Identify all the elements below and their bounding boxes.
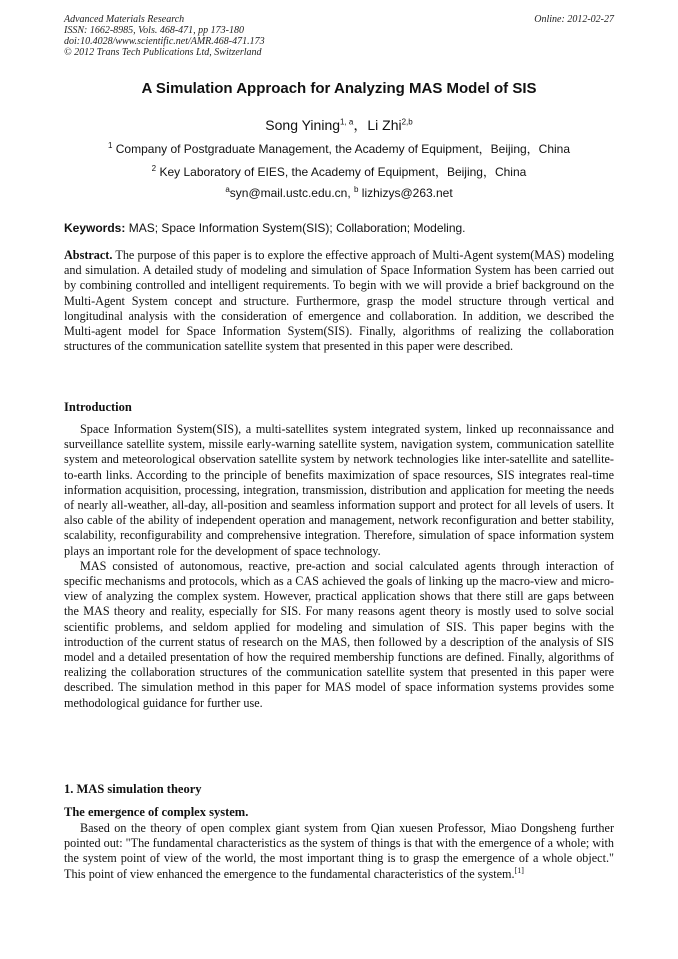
affiliation-1 [64,140,614,157]
author-2-sup: 2,b [401,117,413,127]
author-separator: ， [353,117,368,133]
section-1-heading: 1. MAS simulation theory [64,782,202,796]
online-date: Online: 2012-02-27 [534,14,614,25]
email-line [64,186,614,200]
abstract-label: Abstract. [64,248,113,262]
author-1: Song Yining [265,117,341,133]
intro-paragraph-1: Space Information System(SIS), a multi-satellites system integrated system, linked up reconnaissance and surveillance satellite system, missile early-warning satellite system, navigation system, communication satellite system and meteorological observation satellite system by network technologies like inter-satellite and satellite-to-earth links. According to the principle of benefits maximization of space resources, SIS integrates real-time information acquisition, processing, integration, transmission, distribution and application for meeting the needs of nearly all-weather, all-day, all-position and seamless information support and protect for all levels of users. It also cable of the ability of independent operation and management, network reconfiguration and better stability, scalability, reconfigurability and comprehensive integration. Therefore, simulation of space information system plays an important role for the development of space technology. [64,422,614,558]
aff-2-sup: 2 [151,164,157,173]
abstract-text: The purpose of this paper is to explore the effective approach of Multi-Agent system(MAS) modeling and simulation. A detailed study of modeling and simulation of Space Information System has been carried out by combining controlled and intelligent requirements. To begin with we will provide a brief background on the Multi-Agent System concept and structure. Furthermore, grasp the model structure through vertical and longitudinal analysis with the consideration of emergence and collaboration. In addition, we described the Multi-agent model for Space Information System(SIS). Finally, algorithms of realizing the collaboration structures of the communication satellite system that presented in this paper were described. [64,248,614,354]
abstract [64,248,614,354]
section-1-subheading: The emergence of complex system. [64,805,249,819]
paper-title: A Simulation Approach for Analyzing MAS Model of SIS [141,80,537,97]
journal-header [64,14,614,58]
author-2: Li Zhi [367,117,402,133]
email-a-sup: a [225,185,230,194]
aff-1-text: Company of Postgraduate Management, the Academy of Equipment，Beijing，China [115,142,571,156]
affiliation-2 [64,163,614,180]
section-1-body [64,821,614,882]
section-1-paragraph-1: Based on the theory of open complex giant system from Qian xuesen Professor, Miao Dongsheng further pointed out: "The fundamental characteristics as the system of things is that with the emergence of a whole; with the system point of view of the world, the most important thing is to grasp the emergence of a whole object." This point of view enhanced the emergence to the fundamental characteristics of the system. [64,821,614,881]
author-line [64,115,614,135]
citation-1: [1] [514,865,524,875]
keywords [64,221,614,235]
keywords-text: MAS; Space Information System(SIS); Collaboration; Modeling. [125,221,466,235]
email-b-sup: b [354,185,359,194]
email-a: syn@mail.ustc.edu.cn, [229,186,354,200]
intro-heading: Introduction [64,400,132,414]
email-b: lizhizys@263.net [358,186,453,200]
aff-1-sup: 1 [107,141,113,150]
intro-paragraph-2: MAS consisted of autonomous, reactive, pre-action and social calculated agents through interaction of specific mechanisms and protocols, which as a CAS achieved the goals of linking up the macro-view and micro-view of analyzing the complex system. However, practical application shows that there still are gaps between the MAS theory and reality, especially for SIS. For many reasons agent theory is mostly used to solve social scientific problems, and seldom applied for modeling and simulation of SIS. This paper begins with the introduction of the current status of research on the MAS, then followed by a description of the analysis of SIS model and a detailed presentation of how the required membership functions are defined. Finally, algorithms of realizing the collaboration structures of the communication satellite system that presented in this paper were described. The simulation method in this paper for MAS model of space information systems provides some methodological guidance for further use. [64,558,614,710]
author-1-sup: 1, a [340,117,354,127]
journal-name: Advanced Materials Research [64,14,185,25]
intro-body [64,422,614,711]
keywords-label: Keywords: [64,221,126,235]
copyright-line: © 2012 Trans Tech Publications Ltd, Switzerland [64,47,262,58]
aff-2-text: Key Laboratory of EIES, the Academy of Equipment，Beijing，China [159,165,527,179]
issn-line: ISSN: 1662-8985, Vols. 468-471, pp 173-180 [64,25,244,36]
doi-line: doi:10.4028/www.scientific.net/AMR.468-471.173 [64,36,265,47]
